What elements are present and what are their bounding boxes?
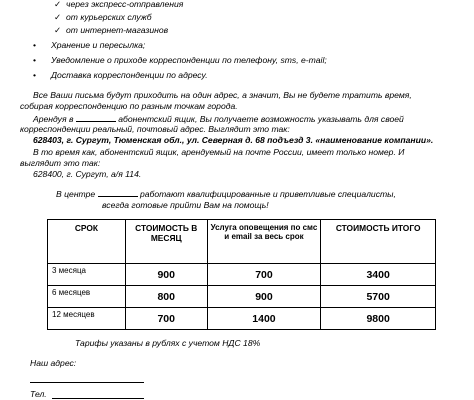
- tariff-table: [47, 219, 436, 330]
- table-cell: 9800: [321, 308, 436, 330]
- column-header: СРОК: [48, 220, 126, 264]
- paragraph-line: собирая корреспонденцию по разным точкам города.: [20, 101, 238, 111]
- blank-field: [98, 188, 138, 197]
- column-header: Услуга оповещения по смс и email за весь срок: [207, 220, 321, 264]
- paragraph-line: Все Ваши письма будут приходить на один адрес, а значит, Вы не будете тратить время,: [33, 90, 412, 100]
- list-item: • Хранение и пересылка;: [33, 40, 146, 50]
- table-cell: 700: [207, 264, 321, 286]
- list-item: ✓ от курьерских служб: [54, 12, 152, 22]
- list-item: ✓ через экспресс-отправления: [54, 0, 184, 9]
- table-header-row: [48, 220, 436, 264]
- po-box-example: 628400, г. Сургут, а/я 114.: [33, 169, 142, 179]
- bullet-icon: •: [33, 70, 37, 80]
- address-label: Наш адрес:: [30, 358, 77, 368]
- bullet-icon: •: [33, 55, 37, 65]
- table-cell: 900: [125, 264, 207, 286]
- table-cell: 12 месяцев: [48, 308, 126, 330]
- paragraph-line: В центре работают квалифицированные и приветливые специалисты,: [56, 189, 396, 199]
- column-header: СТОИМОСТЬ ИТОГО: [321, 220, 436, 264]
- table-cell: 3400: [321, 264, 436, 286]
- checkmark-icon: ✓: [54, 25, 62, 35]
- address-example: 628403, г. Сургут, Тюменская обл., ул. Северная д. 68 подъезд 3. «наименование компании».: [33, 135, 434, 145]
- table-cell: 700: [125, 308, 207, 330]
- table-cell: 800: [125, 286, 207, 308]
- list-item: ✓ от интернет-магазинов: [54, 25, 169, 35]
- tariff-note: Тарифы указаны в рублях с учетом НДС 18%: [75, 338, 261, 348]
- checkmark-icon: ✓: [54, 12, 62, 22]
- table-cell: 3 месяца: [48, 264, 126, 286]
- list-item: • Доставка корреспонденции по адресу.: [33, 70, 208, 80]
- paragraph-line: корреспонденции реальный, почтовый адрес. Выглядит это так:: [20, 124, 290, 134]
- list-item: • Уведомление о приходе корреспонденции по телефону, sms, e-mail;: [33, 55, 327, 65]
- table-cell: 5700: [321, 286, 436, 308]
- table-cell: 900: [207, 286, 321, 308]
- table-cell: 1400: [207, 308, 321, 330]
- table-row: [48, 308, 436, 330]
- table-row: [48, 264, 436, 286]
- paragraph-line: всегда готовые прийти Вам на помощь!: [102, 200, 269, 210]
- table-cell: 6 месяцев: [48, 286, 126, 308]
- blank-field: [76, 113, 116, 122]
- paragraph-line: В то время как, абонентский ящик, арендуемый на почте России, имеет только номер. И: [33, 147, 405, 157]
- bullet-icon: •: [33, 40, 37, 50]
- address-line: [30, 382, 144, 383]
- phone-line: [52, 398, 144, 399]
- checkmark-icon: ✓: [54, 0, 62, 9]
- paragraph-line: Арендуя в абонентский ящик, Вы получаете возможность указывать для своей: [33, 114, 404, 124]
- paragraph-line: выглядит это так:: [20, 158, 101, 168]
- phone-label: Тел.: [30, 389, 47, 399]
- table-row: [48, 286, 436, 308]
- column-header: СТОИМОСТЬ В МЕСЯЦ: [125, 220, 207, 264]
